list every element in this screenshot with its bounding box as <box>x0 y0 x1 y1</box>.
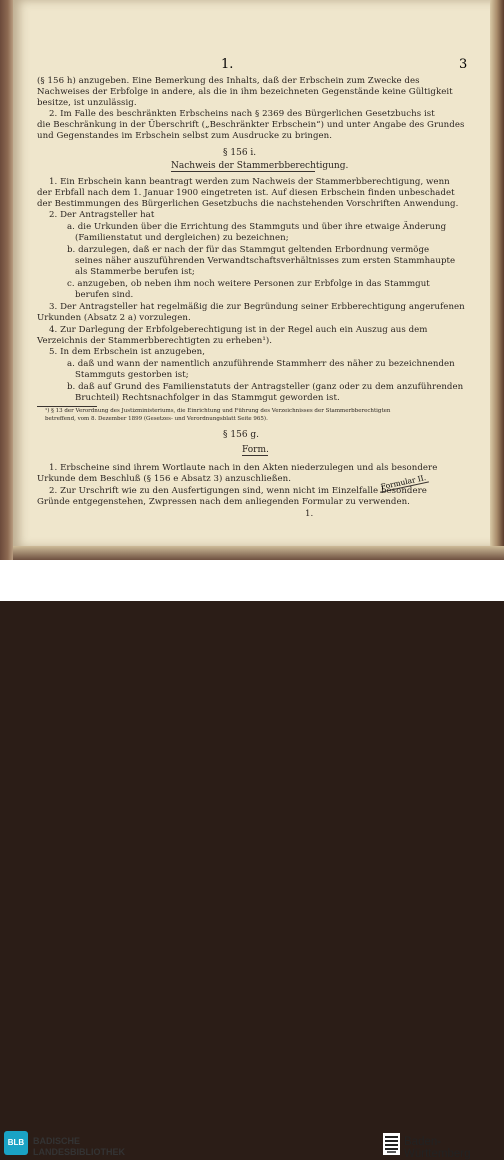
footnote-line: ¹) § 13 der Verordnung des Justizministeriums, die Einrichtung und Führung des Verzeichnisses der Stammerbberechtigten <box>45 408 391 414</box>
page-number: 3 <box>459 57 468 72</box>
section1-line: b. darzulegen, daß er nach der für das Stammgut geltenden Erbordnung vermöge <box>67 245 430 255</box>
section2-line: Urkunde dem Beschluß (§ 156 e Absatz 3) anzuschließen. <box>37 474 292 484</box>
section1-line: Urkunden (Absatz 2 a) vorzulegen. <box>37 313 191 323</box>
section1-line: 4. Zur Darlegung der Erbfolgeberechtigung ist in der Regel auch ein Auszug aus dem <box>49 325 428 335</box>
section1-line: berufen sind. <box>75 290 134 300</box>
body-text-line: 2. Im Falle des beschränkten Erbscheins nach § 2369 des Bürgerlichen Gesetzbuchs ist <box>49 109 435 119</box>
section2-line: Gründe entgegenstehen, Zwpressen nach dem anliegenden Formular zu verwenden. <box>37 497 410 507</box>
section1-line: Bruchteil) Rechtsnachfolger in das Stammgut geworden ist. <box>75 393 340 403</box>
section1-line: seines näher auszuführenden Verwandtschaftsverhältnisses zum ersten Stammhaupte <box>75 256 456 266</box>
bottom-mark: 1. <box>305 509 314 519</box>
section-title-underline <box>171 171 315 172</box>
section1-line: Stammguts gestorben ist; <box>75 370 189 380</box>
header-mark: 1. <box>221 57 234 72</box>
section1-line: c. anzugeben, ob neben ihm noch weitere Personen zur Erbfolge in das Stammgut <box>67 279 430 289</box>
section1-line: b. daß auf Grund des Familienstatuts der Antragsteller (ganz oder zu dem anzuführenden <box>67 382 464 392</box>
body-text-line: besitze, ist unzulässig. <box>37 98 137 108</box>
section1-line: (Familienstatut und dergleichen) zu bezeichnen; <box>75 233 289 243</box>
scanned-page-area <box>0 0 504 560</box>
page-edge <box>490 0 504 560</box>
section-title: Nachweis der Stammerbberechtigung. <box>171 161 349 171</box>
section-number: § 156 g. <box>223 430 260 440</box>
section1-line: a. daß und wann der namentlich anzuführende Stammherr des näher zu bezeichnenden <box>67 359 455 369</box>
body-text-line: die Beschränkung in der Überschrift („Beschränkter Erbschein“) und unter Angabe des Grundes <box>37 120 465 130</box>
section-title: Form. <box>242 445 269 455</box>
section1-line: 3. Der Antragsteller hat regelmäßig die zur Begründung seiner Erbberechtigung angerufenen <box>49 302 465 312</box>
body-text-line: (§ 156 h) anzugeben. Eine Bemerkung des Inhalts, daß der Erbschein zum Zwecke des <box>37 76 420 86</box>
baden-wuerttemberg-lions-icon <box>383 1133 400 1155</box>
section1-line: 2. Der Antragsteller hat <box>49 210 155 220</box>
section1-line: der Erbfall nach dem 1. Januar 1900 eingetreten ist. Auf diesen Erbschein finden unbeschadet <box>37 188 455 198</box>
body-text-line: und Gegenstandes im Erbschein selbst zum Ausdrucke zu bringen. <box>37 131 333 141</box>
section1-line: 1. Ein Erbschein kann beantragt werden zum Nachweis der Stammerbberechtigung, wenn <box>49 177 450 187</box>
section-number: § 156 i. <box>223 148 257 158</box>
state-name: Baden-Württemberg <box>404 1136 471 1160</box>
section1-line: der Bestimmungen des Bürgerlichen Gesetzbuchs die nachstehenden Vorschriften Anwendung. <box>37 199 459 209</box>
formular-tag: Formular II. <box>378 473 429 493</box>
section1-line: als Stammerbe berufen ist; <box>75 267 195 277</box>
footer-bar <box>0 560 504 1160</box>
library-name-line2: LANDESBIBLIOTHEK <box>33 1147 125 1157</box>
footnote-line: betreffend, vom 8. Dezember 1899 (Gesetzes- und Verordnungsblatt Seite 965). <box>45 416 268 422</box>
document-page <box>13 0 497 548</box>
blb-logo: BLB <box>4 1131 28 1155</box>
section2-line: 2. Zur Urschrift wie zu den Ausfertigungen sind, wenn nicht im Einzelfalle besondere <box>49 486 427 496</box>
section-title-underline <box>242 455 268 456</box>
page-bottom-edge <box>13 546 504 560</box>
section2-line: 1. Erbscheine sind ihrem Wortlaute nach in den Akten niederzulegen und als besondere <box>49 463 438 473</box>
footnote-rule <box>37 406 97 407</box>
book-spine <box>0 0 13 560</box>
body-text-line: Nachweises der Erbfolge in andere, als die in ihm bezeichneten Gegenstände keine Gültigkeit <box>37 87 453 97</box>
section1-line: Verzeichnis der Stammerbberechtigten zu erheben¹). <box>37 336 273 346</box>
section1-line: 5. In dem Erbschein ist anzugeben, <box>49 347 206 357</box>
section1-line: a. die Urkunden über die Errichtung des Stammguts und über ihre etwaige Änderung <box>67 222 447 232</box>
library-name-line1: BADISCHE <box>33 1136 81 1146</box>
